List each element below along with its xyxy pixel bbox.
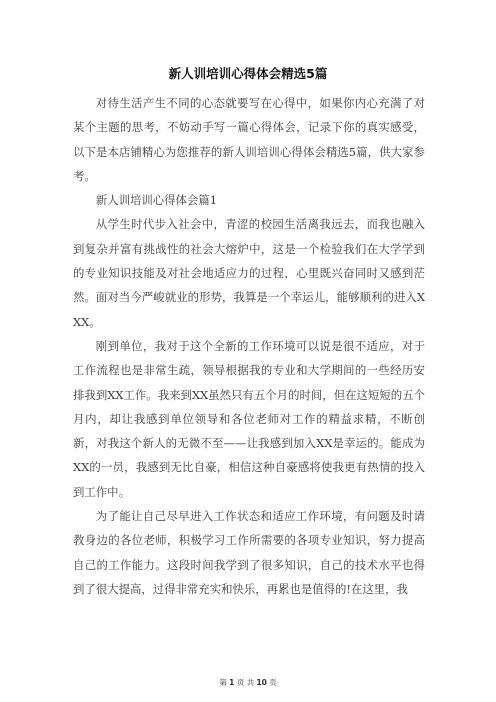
body-paragraph: 从学生时代步入社会中，青涩的校园生活离我远去，而我也融入到复杂并富有挑战性的社会大熔炉中，这是一个检验我们在大学学到的专业知识技能及对社会地适应力的过程，心里既兴奋同时又感到茫然。面对当今严峻就业的形势，我算是一个幸运儿，能够顺利的进入XXX。 [73,217,425,329]
body-paragraph: 为了能让自己尽早进入工作状态和适应工作环境，有问题及时请教身边的各位老师，积极学习工作所需要的各项专业知识，努力提高自己的工作能力。这段时间我学到了很多知识，自己的技术水平也得到了很大提高，过得非常充实和快乐，再累也是值得的!在这里，我 [73,509,425,596]
intro-paragraph: 对待生活产生不同的心态就要写在心得中，如果你内心充满了对某个主题的思考，不妨动手写一篇心得体会，记录下你的真实感受，以下是本店铺精心为您推荐的新人训培训心得体会精选5篇，供大家参考。 [73,96,425,183]
body-paragraph: 刚到单位，我对于这个全新的工作环境可以说是很不适应，对于工作流程也是非常生疏，领导根据我的专业和大学期间的一些经历安排我到XX工作。我来到XX虽然只有五个月的时间，但在这短短的五个月内，却让我感到单位领导和各位老师对工作的精益求精，不断创新，对我这个新人的无微不至——让我感到加入XX是幸运的。能成为XX的一员，我感到无比自豪，相信这种自豪感将使我更有热情的投入到工作中。 [73,338,425,499]
total-pages-number: 10 [256,678,267,687]
footer-prefix: 第 [219,678,227,687]
footer-suffix: 页 [269,678,277,687]
page-footer [0,678,496,688]
document-body [73,91,425,601]
section-heading: 新人训培训心得体会篇1 [95,193,217,208]
current-page-number: 1 [229,678,235,687]
footer-middle: 页 共 [236,678,255,687]
document-title: 新人训培训心得体会精选5篇 [168,66,328,81]
